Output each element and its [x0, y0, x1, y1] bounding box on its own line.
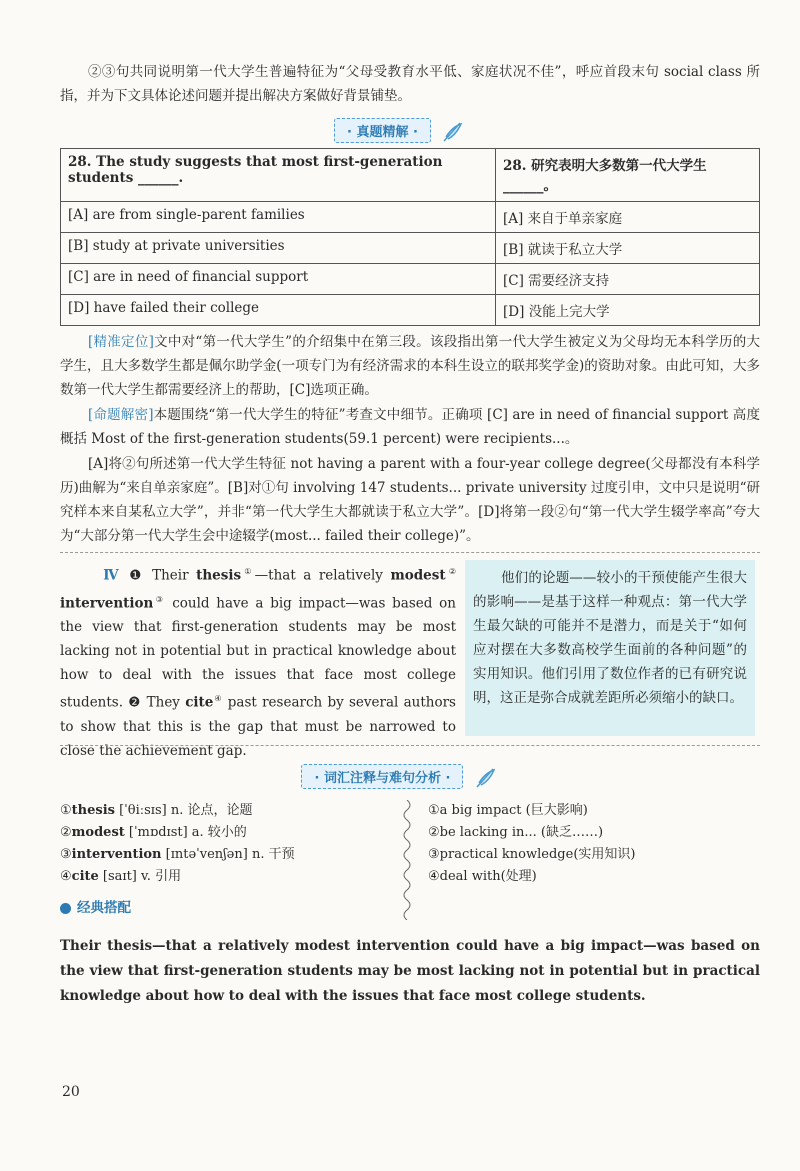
- passage-text: past research by several authors to show that this is the gap that must be narrowed to close the achievement gap.: [60, 694, 456, 759]
- passage-paragraph: Ⅳ ❶ Their thesis①—that a relatively modest② intervention③ could have a big impact—was based on the view that first-generation students may be most lacking not in potential but in practical knowledge about how to deal with the issues that face most college students. ❷ They cite④ past research by several authors to show that this is the gap that must be narrowed to close the achievement gap.: [60, 567, 456, 759]
- word-thesis: thesis: [196, 567, 242, 584]
- classic-heading: [60, 896, 131, 916]
- sentence-2-number: ❷: [128, 694, 142, 711]
- quill-icon: [473, 765, 499, 791]
- banner-vocab-label: · 词汇注释与难句分析 ·: [301, 764, 463, 789]
- quill-icon: [440, 119, 466, 145]
- mingti-text: 本题围绕“第一代大学生的特征”考查文中细节。正确项 [C] are in need of financial support 高度概括 Most of the first-generation students(59.1 percent) were recipients...。: [60, 407, 760, 447]
- table-row: [61, 264, 760, 295]
- jingzhun-paragraph: [60, 330, 760, 402]
- translation-box: 他们的论题——较小的干预使能产生很大的影响——是基于这样一种观点：第一代大学生最欠缺的可能并不是潜力，而是关于“如何应对摆在大多数高校学生面前的各种问题”的实用知识。他们引用了数位作者的已有研究说明，这正是弥合成就差距所必须缩小的缺口。: [465, 560, 755, 736]
- sentence-1-number: ❶: [129, 567, 145, 584]
- option-d-cn: [D] 没能上完大学: [496, 295, 760, 326]
- vocab-left-list: [60, 800, 295, 888]
- question-cn: 28. 研究表明大多数第一代大学生 ______。: [496, 149, 760, 202]
- jingzhun-text: 文中对“第一代大学生”的介绍集中在第三段。该段指出第一代大学生被定义为父母均无本科学历的大学生，且大多数学生都是佩尔助学金(一项专门为有经济需求的本科生设立的联邦奖学金)的资助对象。由此可知，大多数第一代大学生都需要经济上的帮助，[C]选项正确。: [60, 334, 760, 398]
- passage-text: They: [141, 694, 186, 711]
- option-d-en: [D] have failed their college: [61, 295, 496, 326]
- list-item: ④cite [saɪt] v. 引用: [60, 869, 182, 884]
- option-b-en: [B] study at private universities: [61, 233, 496, 264]
- table-row: [61, 202, 760, 233]
- mingti-paragraph: [60, 403, 760, 451]
- passage-text: —that a relatively: [254, 567, 391, 584]
- option-c-cn: [C] 需要经济支持: [496, 264, 760, 295]
- word-cite: cite: [185, 694, 214, 711]
- table-row: [61, 233, 760, 264]
- table-row: [61, 295, 760, 326]
- option-a-en: [A] are from single-parent families: [61, 202, 496, 233]
- classic-label: 经典搭配: [77, 900, 131, 916]
- paragraph-roman: Ⅳ: [100, 567, 122, 584]
- divider-top: [60, 552, 760, 553]
- list-item: ③practical knowledge(实用知识): [428, 847, 636, 862]
- passage-text: could have a big impact—was based on the view that first-generation students may be most lacking not in potential but in practical knowledge about how to deal with the issues that face most college students.: [60, 595, 456, 711]
- page-number: 20: [62, 1084, 80, 1100]
- intro-paragraph: ②③句共同说明第一代大学生普遍特征为“父母受教育水平低、家庭状况不佳”，呼应首段末句 social class 所指，并为下文具体论述问题并提出解决方案做好背景铺垫。: [60, 64, 760, 104]
- option-b-cn: [B] 就读于私立大学: [496, 233, 760, 264]
- list-item: ①thesis [ˈθiːsɪs] n. 论点，论题: [60, 803, 253, 818]
- jingzhun-tag: [精准定位]: [88, 334, 154, 350]
- banner-zhenti: [0, 118, 800, 145]
- word-modest: modest: [390, 567, 446, 584]
- list-item: ②modest [ˈmɒdɪst] a. 较小的: [60, 825, 247, 840]
- option-c-en: [C] are in need of financial support: [61, 264, 496, 295]
- question-table: [60, 148, 760, 326]
- table-row: [61, 149, 760, 202]
- banner-zhenti-label: · 真题精解 ·: [334, 118, 431, 143]
- word-intervention: intervention: [60, 595, 154, 611]
- wavy-divider: [397, 800, 417, 920]
- divider-bottom: [60, 745, 760, 746]
- list-item: ④deal with(处理): [428, 869, 537, 884]
- list-item: ②be lacking in... (缺乏……): [428, 825, 604, 840]
- option-a-cn: [A] 来自于单亲家庭: [496, 202, 760, 233]
- passage-text: Their: [152, 567, 197, 584]
- list-item: ①a big impact (巨大影响): [428, 803, 588, 818]
- bold-sentence: Their thesis—that a relatively modest intervention could have a big impact—was based on the view that first-generation students may be most lacking not in potential but in practical knowledge about how to deal with the issues that face most college students.: [60, 938, 760, 1004]
- distractor-paragraph: [A]将②句所述第一代大学生特征 not having a parent with a four-year college degree(父母都没有本科学历)曲解为“来自单亲家庭”。[B]对①句 involving 147 students... private university 过度引申，文中只是说明“研究样本来自某私立大学”，并非“第一代大学生大都就读于私立大学”。[D]将第一段②句“第一代大学生辍学率高”夸大为“大部分第一代大学生会中途辍学(most... failed their college)”。: [60, 456, 760, 544]
- mingti-tag: [命题解密]: [88, 407, 154, 423]
- bullet-icon: [60, 903, 71, 914]
- banner-vocab: [0, 764, 800, 791]
- question-en: 28. The study suggests that most first-generation students ______.: [61, 149, 496, 202]
- vocab-right-list: [428, 800, 635, 888]
- list-item: ③intervention [ɪntəˈvenʃən] n. 干预: [60, 847, 295, 862]
